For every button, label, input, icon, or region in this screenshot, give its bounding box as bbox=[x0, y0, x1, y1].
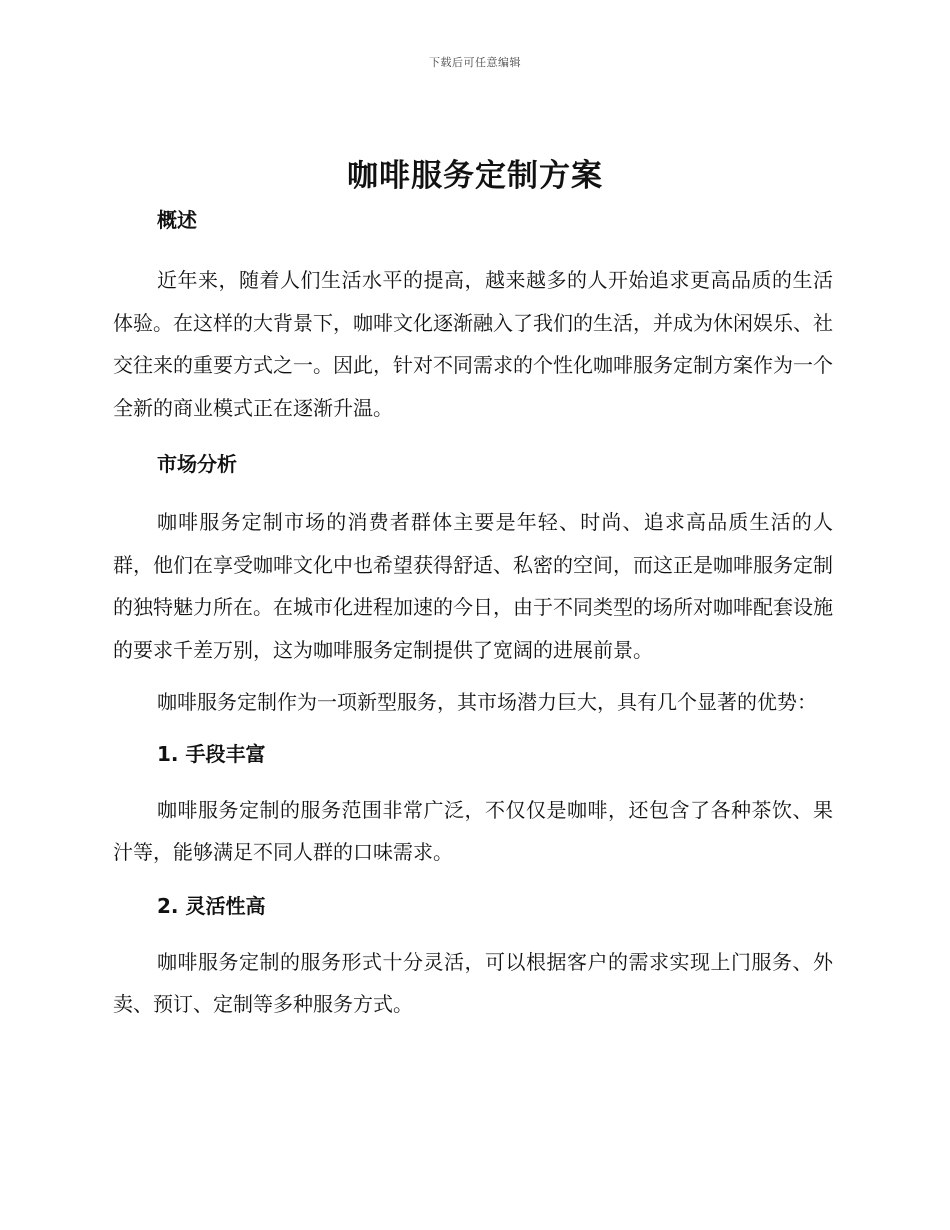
advantage-heading-2: 2. 灵活性高 bbox=[157, 893, 266, 918]
advantage-paragraph-1: 咖啡服务定制的服务范围非常广泛，不仅仅是咖啡，还包含了各种茶饮、果汁等，能够满足不同人群的口味需求。 bbox=[113, 797, 833, 864]
advantage-heading-1: 1. 手段丰富 bbox=[157, 741, 266, 766]
document-title: 咖啡服务定制方案 bbox=[347, 158, 603, 194]
header-note: 下载后可任意编辑 bbox=[429, 56, 521, 69]
section-heading-overview: 概述 bbox=[157, 208, 197, 232]
advantage-paragraph-2: 咖啡服务定制的服务形式十分灵活，可以根据客户的需求实现上门服务、外卖、预订、定制等多种服务方式。 bbox=[113, 949, 833, 1016]
section-heading-market-analysis: 市场分析 bbox=[157, 452, 237, 476]
market-paragraph-2: 咖啡服务定制作为一项新型服务，其市场潜力巨大，具有几个显著的优势： bbox=[157, 690, 817, 714]
market-paragraph-1: 咖啡服务定制市场的消费者群体主要是年轻、时尚、追求高品质生活的人群，他们在享受咖啡文化中也希望获得舒适、私密的空间，而这正是咖啡服务定制的独特魅力所在。在城市化进程加速的今日，由于不同类型的场所对咖啡配套设施的要求千差万别，这为咖啡服务定制提供了宽阔的进展前景。 bbox=[113, 510, 833, 662]
document-body bbox=[113, 202, 833, 1026]
overview-paragraph: 近年来，随着人们生活水平的提高，越来越多的人开始追求更高品质的生活体验。在这样的大背景下，咖啡文化逐渐融入了我们的生活，并成为休闲娱乐、社交往来的重要方式之一。因此，针对不同需求的个性化咖啡服务定制方案作为一个全新的商业模式正在逐渐升温。 bbox=[113, 268, 833, 420]
